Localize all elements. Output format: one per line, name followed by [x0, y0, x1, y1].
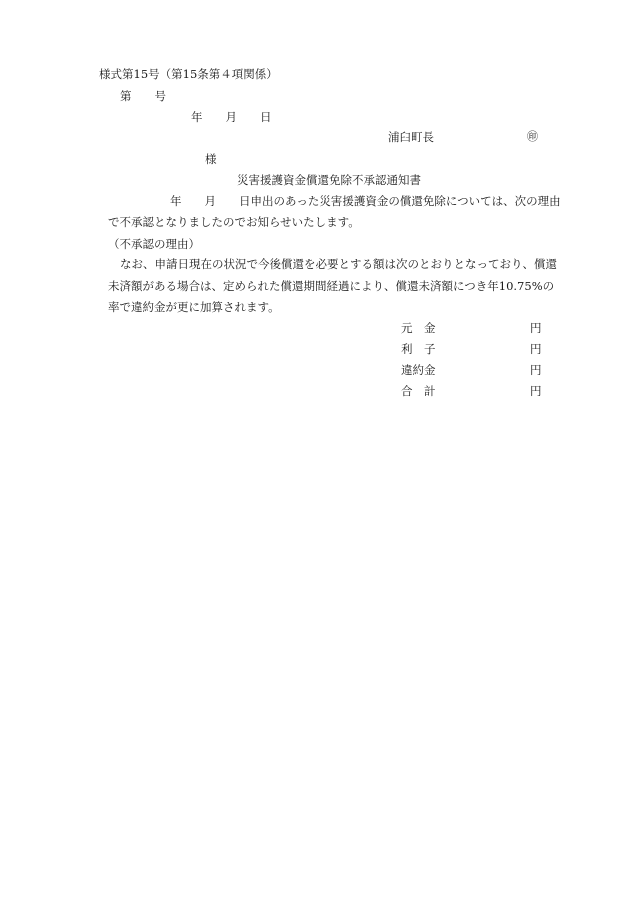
date-line: 年 月 日	[191, 110, 272, 124]
amount-unit: 円	[530, 384, 542, 398]
amount-label: 合 計	[401, 384, 436, 398]
amount-label: 利 子	[401, 342, 436, 356]
issuer-name: 浦臼町長	[388, 130, 434, 144]
document-title: 災害援護資金償還免除不承認通知書	[237, 173, 421, 187]
note-line-2: 未済額がある場合は、定められた償還期間経過により、償還未済額につき年10.75%の	[108, 279, 555, 293]
amount-label: 元 金	[401, 321, 436, 335]
reason-heading: （不承認の理由）	[108, 237, 200, 251]
addressee-suffix: 様	[205, 152, 217, 166]
amount-unit: 円	[530, 321, 542, 335]
body-line-1: 年 月 日申出のあった災害援護資金の償還免除については、次の理由	[170, 194, 561, 208]
body-line-2: で不承認となりましたのでお知らせいたします。	[108, 215, 360, 229]
seal-mark: ㊞	[527, 130, 538, 143]
amount-label: 違約金	[401, 363, 436, 377]
note-line-3: 率で違約金が更に加算されます。	[108, 300, 280, 314]
amount-unit: 円	[530, 363, 542, 377]
document-number: 第 号	[120, 89, 166, 103]
note-line-1: なお、申請日現在の状況で今後償還を必要とする額は次のとおりとなっており、償還	[120, 257, 557, 271]
amount-unit: 円	[530, 342, 542, 356]
form-header: 様式第15号（第15条第４項関係）	[99, 67, 278, 81]
